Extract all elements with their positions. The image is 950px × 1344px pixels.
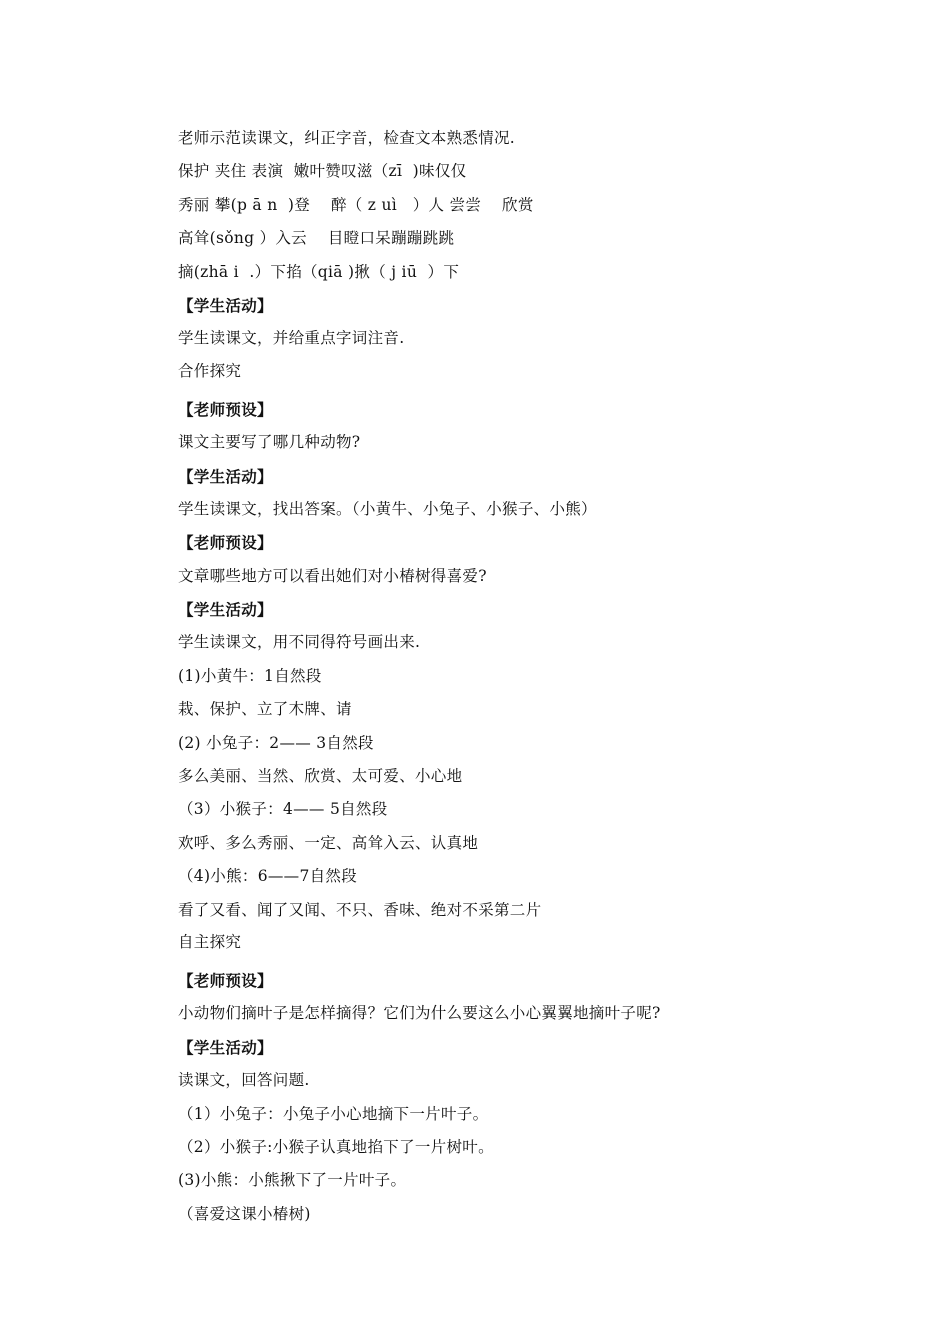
text-line: （2）小猴子:小猴子认真地掐下了一片树叶。 bbox=[178, 1137, 494, 1156]
section-heading: 【学生活动】 bbox=[178, 295, 273, 315]
text-line: 文章哪些地方可以看出她们对小椿树得喜爱? bbox=[178, 566, 487, 585]
text-line: 小动物们摘叶子是怎样摘得？它们为什么要这么小心翼翼地摘叶子呢? bbox=[178, 1004, 661, 1023]
section-heading: 【老师预设】 bbox=[178, 970, 273, 990]
text-line: 自主探究 bbox=[178, 932, 242, 951]
text-line: 保护 夹住 表演 嫩叶赞叹滋（zī )味仅仅 bbox=[178, 162, 467, 181]
text-line: 摘(zhā i .）下掐（qiā )揪（ j iū ）下 bbox=[178, 262, 460, 281]
text-line: （4)小熊：6——7自然段 bbox=[178, 867, 358, 886]
text-line: 多么美丽、当然、欣赏、太可爱、小心地 bbox=[178, 767, 463, 786]
text-line: 秀丽 攀(p ā n )登 醉（ z uì ）人 尝尝 欣赏 bbox=[178, 195, 534, 214]
text-line: (1)小黄牛：1自然段 bbox=[178, 666, 322, 685]
text-line: 学生读课文，并给重点字词注音. bbox=[178, 329, 405, 348]
text-line: 课文主要写了哪几种动物? bbox=[178, 433, 361, 452]
text-line: （1）小兔子：小兔子小心地摘下一片叶子。 bbox=[178, 1104, 489, 1123]
section-heading: 【老师预设】 bbox=[178, 533, 273, 553]
text-line: 欢呼、多么秀丽、一定、高耸入云、认真地 bbox=[178, 833, 479, 852]
text-line: (3)小熊：小熊揪下了一片叶子。 bbox=[178, 1171, 407, 1190]
section-heading: 【学生活动】 bbox=[178, 1037, 273, 1057]
text-line: 栽、保护、立了木牌、请 bbox=[178, 700, 352, 719]
text-line: 学生读课文，找出答案。（小黄牛、小兔子、小猴子、小熊） bbox=[178, 499, 597, 518]
text-line: 看了又看、闻了又闻、不只、香味、绝对不采第二片 bbox=[178, 900, 542, 919]
text-line: 学生读课文，用不同得符号画出来. bbox=[178, 633, 421, 652]
section-heading: 【学生活动】 bbox=[178, 466, 273, 486]
text-line: 合作探究 bbox=[178, 361, 242, 380]
text-line: （喜爱这课小椿树) bbox=[178, 1204, 311, 1223]
text-line: 读课文，回答问题. bbox=[178, 1071, 310, 1090]
text-line: 老师示范读课文，纠正字音，检查文本熟悉情况. bbox=[178, 129, 516, 147]
document-body bbox=[178, 122, 878, 1231]
text-line: 高耸(sǒng ）入云 目瞪口呆蹦蹦跳跳 bbox=[178, 229, 455, 248]
text-line: (2) 小兔子：2—— 3自然段 bbox=[178, 733, 374, 752]
section-heading: 【老师预设】 bbox=[178, 399, 273, 419]
section-heading: 【学生活动】 bbox=[178, 600, 273, 620]
text-line: （3）小猴子：4—— 5自然段 bbox=[178, 800, 388, 819]
